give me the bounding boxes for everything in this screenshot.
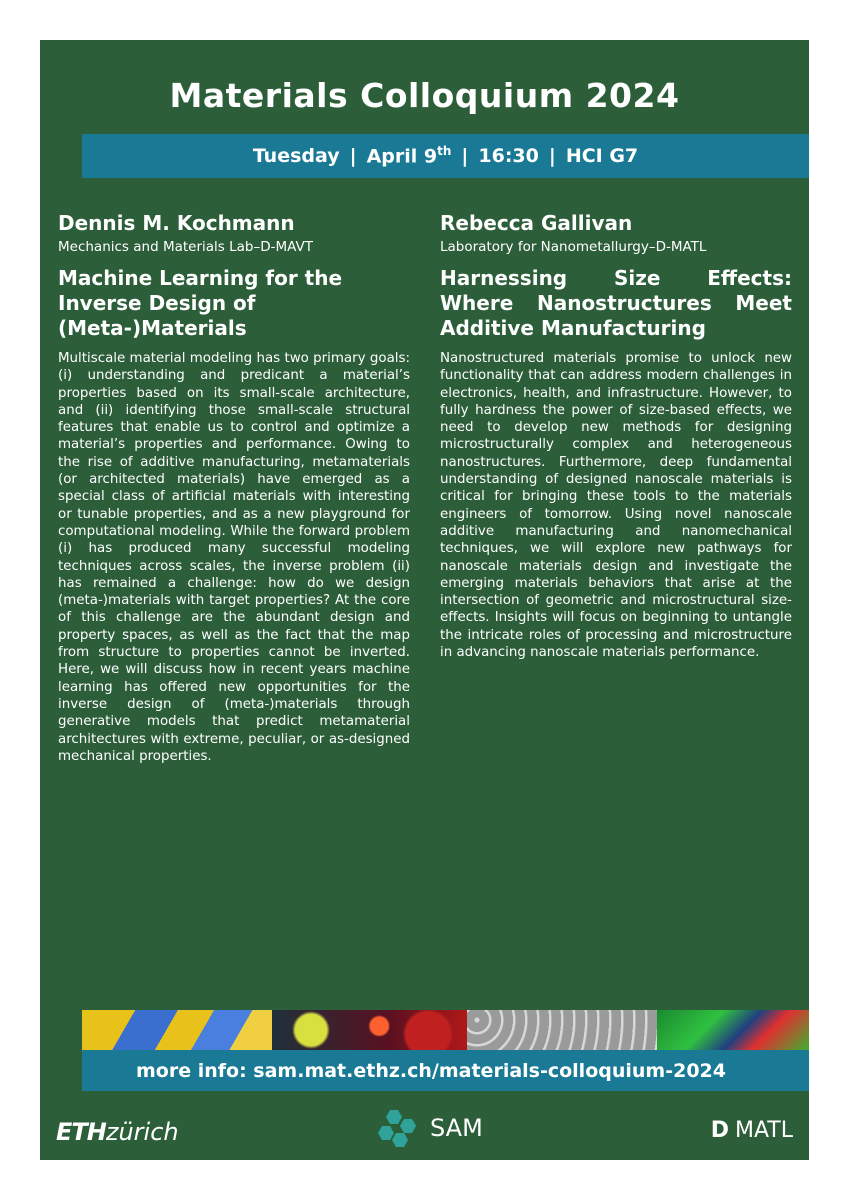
talk-title: Harnessing Size Effects: Where Nanostructures Meet Additive Manufacturing [440,266,792,340]
eth-zurich-logo: ETHzürich [56,1118,179,1146]
separator: | [349,145,357,167]
image-tile-surface [467,1010,657,1050]
hexagon-cluster-icon [376,1108,422,1148]
image-tile-simulation [657,1010,809,1050]
separator: | [461,145,469,167]
speaker-affiliation: Laboratory for Nanometallurgy–D-MATL [440,239,707,255]
event-day: Tuesday [252,145,340,167]
event-location: HCI G7 [565,145,639,167]
speaker-affiliation: Mechanics and Materials Lab–D-MAVT [58,239,313,255]
separator: | [548,145,556,167]
talk-abstract: Nanostructured materials promise to unlock new functionality that can address modern challenges in electronics, health, and infrastructure. However, to fully hardness the power of size-based effects, we need to develop new methods for designing microstructurally complex and heterogeneous nanostructures. Furthermore, deep fundamental understanding of designed nanoscale materials is critical for bringing these tools to the materials engineers of tomorrow. Using novel nanoscale additive manufacturing and nanomechanical techniques, we will explore new pathways for nanoscale materials design and investigate the emerging materials behaviors that arise at the intersection of geometric and microstructural size-effects. Insights will focus on beginning to untangle the intricate roles of processing and microstructure in advancing nanoscale materials performance. [440,351,792,661]
event-time: 16:30 [478,145,539,167]
talk-abstract: Multiscale material modeling has two primary goals: (i) understanding and predicant a material’s properties based on its small-scale architecture, and (ii) identifying those small-scale structural features that enable us to control and optimize a material’s properties and performance. Owing to the rise of additive manufacturing, metamaterials (or architected materials) have emerged as a special class of artificial materials with interesting or tunable properties, and as a new playground for computational modeling. While the forward problem (i) has produced many successful modeling techniques across scales, the inverse problem (ii) has remained a challenge: how do we design (meta-)materials with target properties? At the core of this challenge are the abundant design and property spaces, as well as the fact that the map from structure to properties cannot be inverted. Here, we will discuss how in recent years machine learning has offered new opportunities for the inverse design of (meta-)materials through generative models that predict metamaterial architectures with extreme, peculiar, or as-designed mechanical properties. [58,351,410,764]
materials-image-strip [82,1010,809,1050]
image-tile-particles [272,1010,467,1050]
event-info-bar [82,134,809,178]
sam-logo: SAM [376,1108,483,1148]
more-info-bar [82,1050,809,1091]
talk-title: Machine Learning for the Inverse Design of (Meta-)Materials [58,266,343,340]
logo-row [40,1100,809,1160]
image-tile-yellow-blue [82,1010,272,1050]
dmatl-logo: D MATL [710,1118,793,1143]
speaker-name: Rebecca Gallivan [440,211,633,235]
talk-column-left [58,210,410,764]
page-title: Materials Colloquium 2024 [169,76,680,115]
talk-column-right [440,210,792,661]
more-info-link[interactable]: more info: sam.mat.ethz.ch/materials-colloquium-2024 [136,1059,726,1082]
event-date: April 9th [366,144,452,168]
speaker-name: Dennis M. Kochmann [58,211,295,235]
